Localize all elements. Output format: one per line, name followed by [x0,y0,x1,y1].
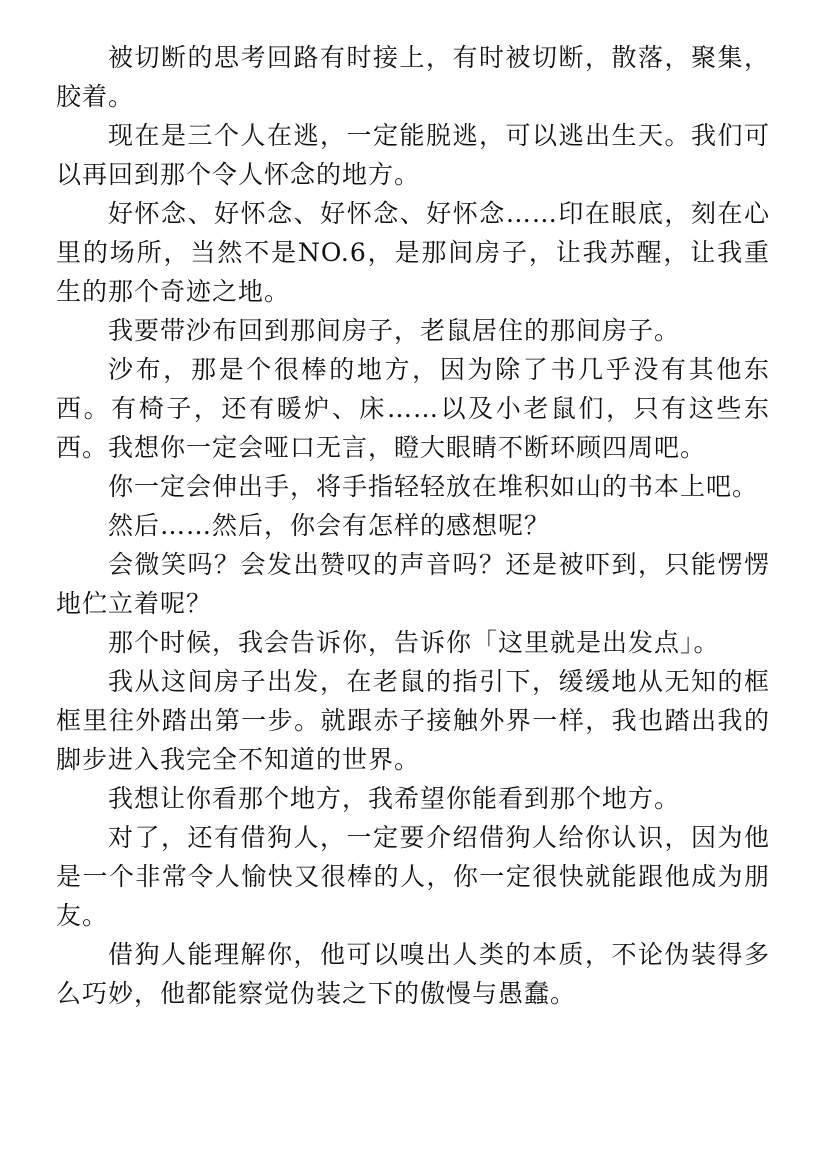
paragraph: 现在是三个人在逃，一定能脱逃，可以逃出生天。我们可以再回到那个令人怀念的地方。 [56,121,770,189]
paragraph: 你一定会伸出手，将手指轻轻放在堆积如山的书本上吧。 [108,472,759,501]
paragraph: 我从这间房子出发，在老鼠的指引下，缓缓地从无知的框框里往外踏出第一步。就跟赤子接触外界一样，我也踏出我的脚步进入我完全不知道的世界。 [56,667,770,774]
paragraph: 会微笑吗？会发出赞叹的声音吗？还是被吓到，只能愣愣地伫立着呢？ [56,550,770,618]
paragraph: 被切断的思考回路有时接上，有时被切断，散落，聚集，胶着。 [56,43,770,111]
paragraph: 借狗人能理解你，他可以嗅出人类的本质，不论伪装得多么巧妙，他都能察觉伪装之下的傲慢与愚蠢。 [56,940,770,1008]
paragraph: 对了，还有借狗人，一定要介绍借狗人给你认识，因为他是一个非常令人愉快又很棒的人，你一定很快就能跟他成为朋友。 [56,823,770,930]
paragraph: 好怀念、好怀念、好怀念、好怀念……印在眼底，刻在心里的场所，当然不是NO.6，是那间房子，让我苏醒，让我重生的那个奇迹之地。 [56,199,770,306]
paragraph: 我要带沙布回到那间房子，老鼠居住的那间房子。 [108,316,681,345]
paragraph: 然后……然后，你会有怎样的感想呢？ [108,511,551,540]
paragraph: 我想让你看那个地方，我希望你能看到那个地方。 [108,784,681,813]
paragraph: 沙布，那是个很棒的地方，因为除了书几乎没有其他东西。有椅子，还有暖炉、床……以及小老鼠们，只有这些东西。我想你一定会哑口无言，瞪大眼睛不断环顾四周吧。 [56,355,770,462]
document-page [56,38,770,1013]
paragraph: 那个时候，我会告诉你，告诉你「这里就是出发点」。 [108,628,720,657]
